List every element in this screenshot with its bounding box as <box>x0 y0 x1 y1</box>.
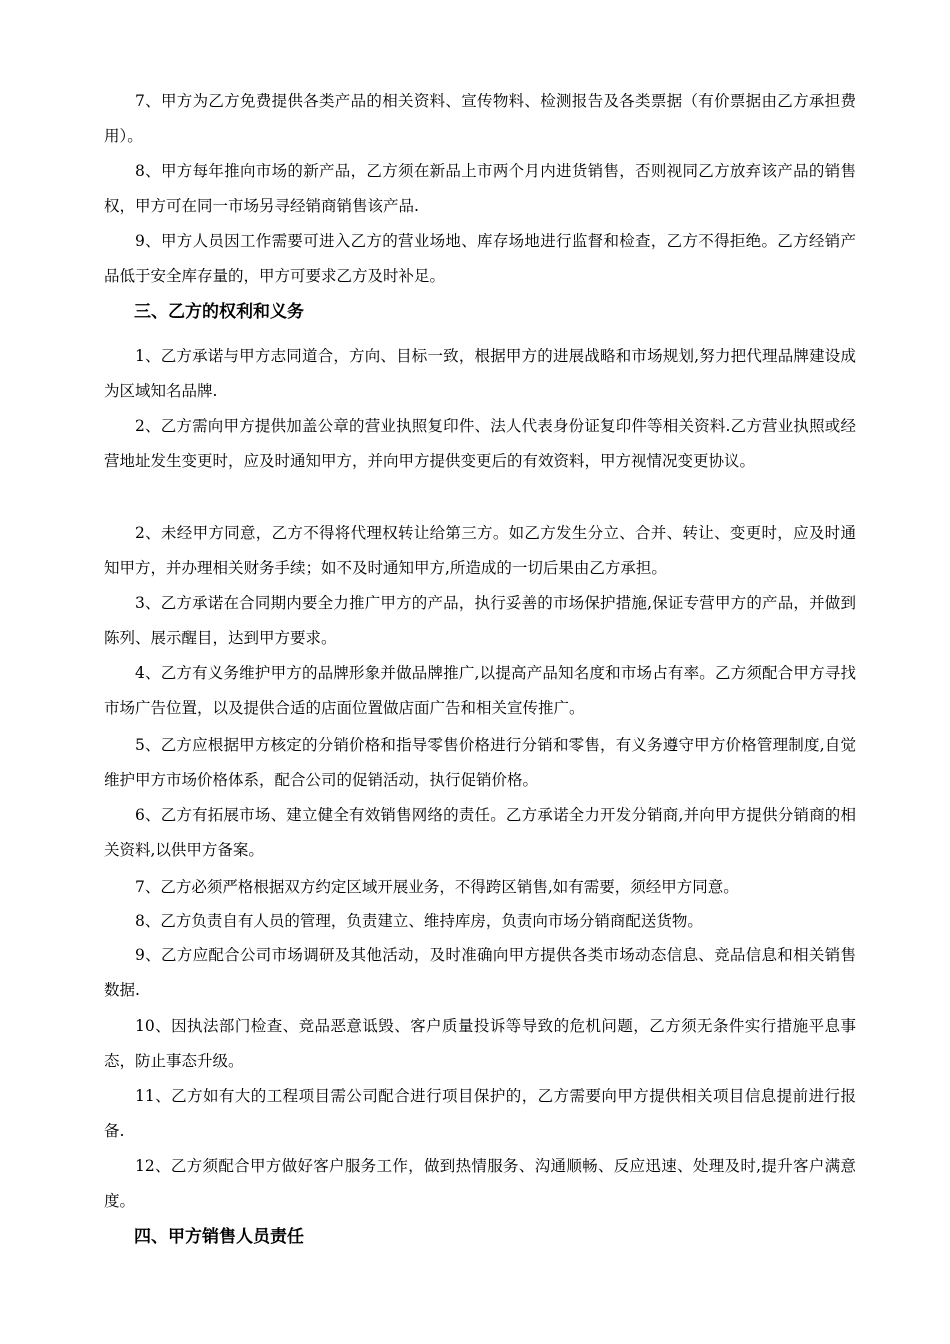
clause-paragraph: 8、甲方每年推向市场的新产品，乙方须在新品上市两个月内进货销售，否则视同乙方放弃该产品的销售权，甲方可在同一市场另寻经销商销售该产品. <box>104 162 856 215</box>
clause-paragraph: 7、甲方为乙方免费提供各类产品的相关资料、宣传物料、检测报告及各类票据（有价票据由乙方承担费用）。 <box>104 92 856 145</box>
clause-paragraph: 6、乙方有拓展市场、建立健全有效销售网络的责任。乙方承诺全力开发分销商,并向甲方提供分销商的相关资料,以供甲方备案。 <box>104 806 856 859</box>
clause-paragraph: 12、乙方须配合甲方做好客户服务工作，做到热情服务、沟通顺畅、反应迅速、处理及时,提升客户满意度。 <box>104 1157 856 1210</box>
clause-paragraph: 5、乙方应根据甲方核定的分销价格和指导零售价格进行分销和零售，有义务遵守甲方价格管理制度,自觉维护甲方市场价格体系，配合公司的促销活动，执行促销价格。 <box>104 736 856 789</box>
clause-paragraph: 3、乙方承诺在合同期内要全力推广甲方的产品，执行妥善的市场保护措施,保证专营甲方的产品，并做到陈列、展示醒目，达到甲方要求。 <box>104 594 856 647</box>
clause-paragraph: 2、未经甲方同意，乙方不得将代理权转让给第三方。如乙方发生分立、合并、转让、变更时，应及时通知甲方，并办理相关财务手续；如不及时通知甲方,所造成的一切后果由乙方承担。 <box>104 524 856 577</box>
section-heading: 三、乙方的权利和义务 <box>134 302 304 322</box>
clause-paragraph: 9、乙方应配合公司市场调研及其他活动，及时准确向甲方提供各类市场动态信息、竞品信息和相关销售数据. <box>104 946 856 999</box>
clause-paragraph: 10、因执法部门检查、竞品恶意诋毁、客户质量投诉等导致的危机问题，乙方须无条件实行措施平息事态，防止事态升级。 <box>104 1017 856 1070</box>
clause-paragraph: 9、甲方人员因工作需要可进入乙方的营业场地、库存场地进行监督和检查，乙方不得拒绝。乙方经销产品低于安全库存量的，甲方可要求乙方及时补足。 <box>104 232 856 285</box>
clause-paragraph: 7、乙方必须严格根据双方约定区域开展业务，不得跨区销售,如有需要，须经甲方同意。 <box>135 878 739 896</box>
section-heading: 四、甲方销售人员责任 <box>134 1227 304 1247</box>
clause-paragraph: 2、乙方需向甲方提供加盖公章的营业执照复印件、法人代表身份证复印件等相关资料.乙方营业执照或经营地址发生变更时，应及时通知甲方，并向甲方提供变更后的有效资料，甲方视情况变更协议。 <box>104 417 856 470</box>
clause-paragraph: 8、乙方负责自有人员的管理，负责建立、维持库房，负责向市场分销商配送货物。 <box>135 912 703 930</box>
clause-paragraph: 11、乙方如有大的工程项目需公司配合进行项目保护的，乙方需要向甲方提供相关项目信息提前进行报备. <box>104 1087 856 1140</box>
clause-paragraph: 1、乙方承诺与甲方志同道合，方向、目标一致，根据甲方的进展战略和市场规划,努力把代理品牌建设成为区域知名品牌. <box>104 347 856 400</box>
clause-paragraph: 4、乙方有义务维护甲方的品牌形象并做品牌推广,以提高产品知名度和市场占有率。乙方须配合甲方寻找市场广告位置，以及提供合适的店面位置做店面广告和相关宣传推广。 <box>104 664 856 717</box>
